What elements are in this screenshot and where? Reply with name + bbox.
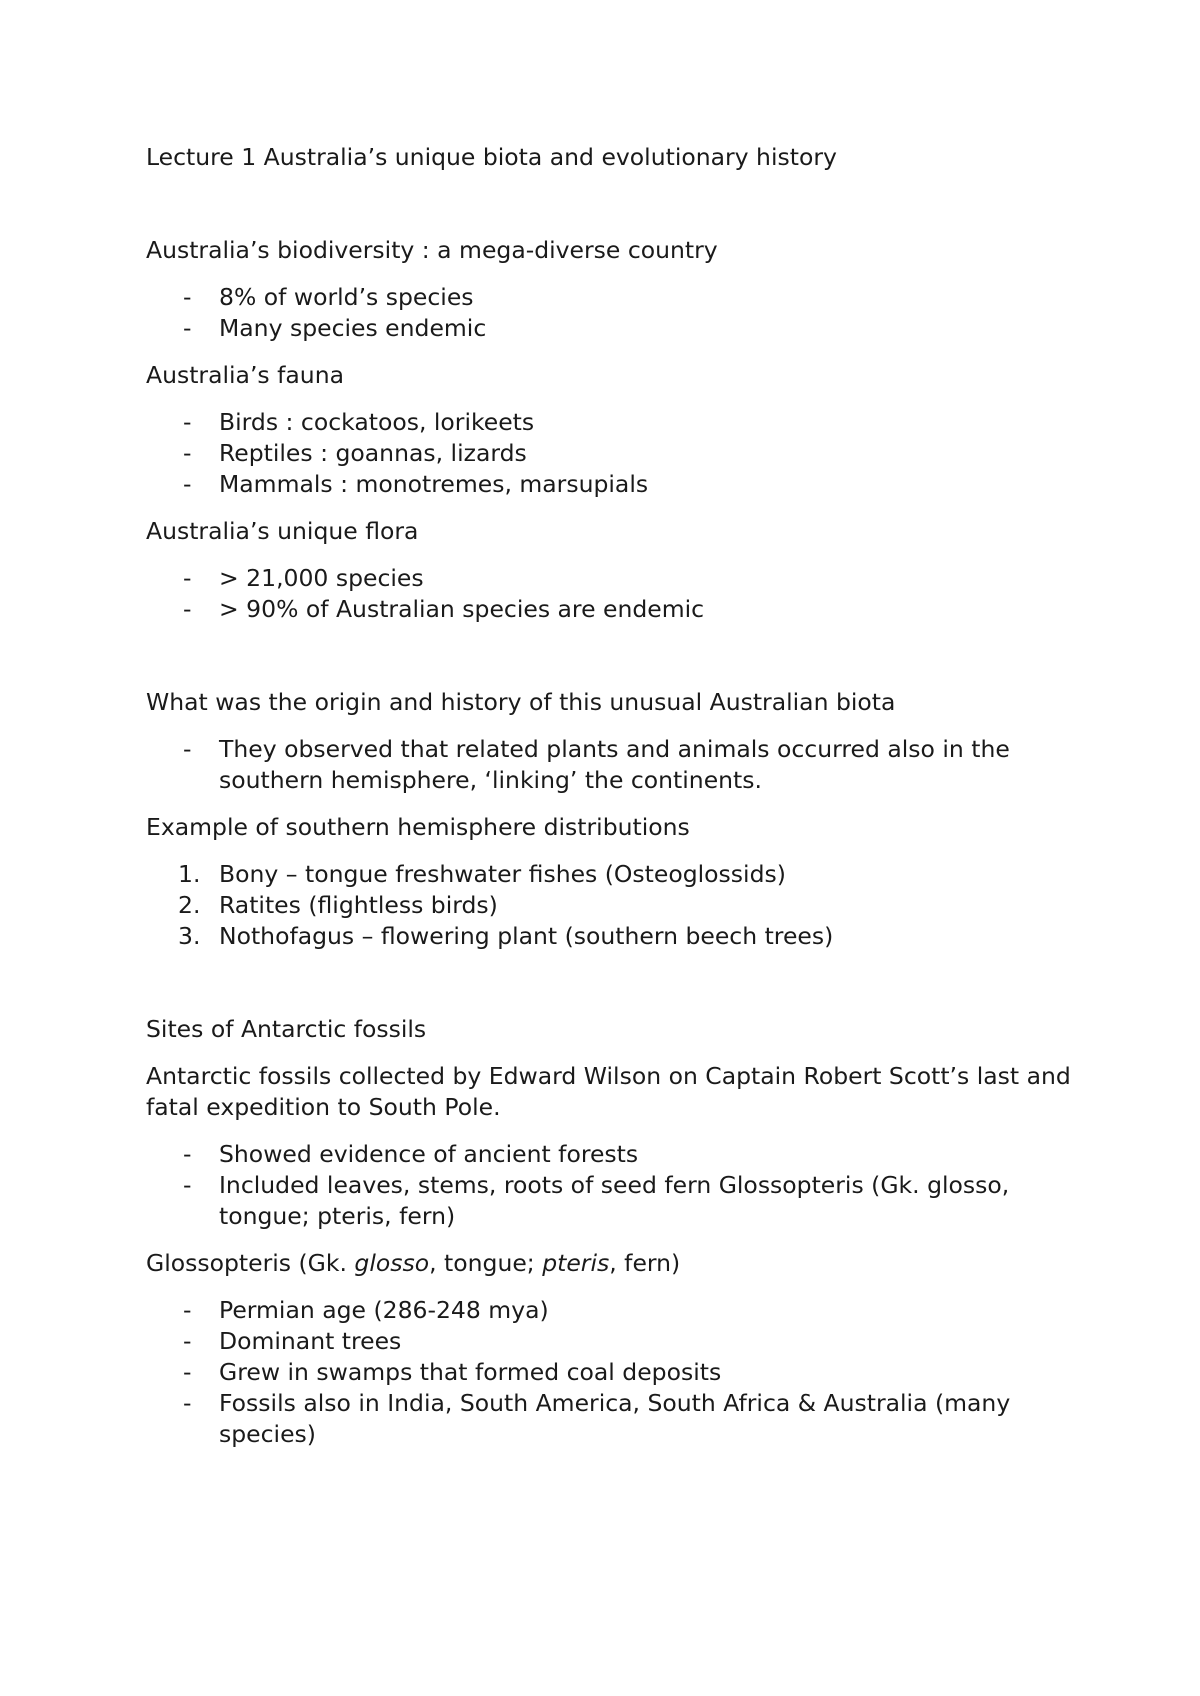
dash-marker: - <box>183 1389 192 1417</box>
list-item: 3. Nothofagus – flowering plant (southern beech trees) <box>178 922 834 950</box>
dash-marker: - <box>183 1171 192 1199</box>
list-item: - Showed evidence of ancient forests <box>183 1140 639 1168</box>
dash-marker: - <box>183 735 192 763</box>
list-item: 1. Bony – tongue freshwater fishes (Osteoglossids) <box>178 860 786 888</box>
dash-marker: - <box>183 1296 192 1324</box>
list-item: - Fossils also in India, South America, South Africa & Australia (many species) <box>183 1389 1011 1448</box>
section-heading-antarctic-sites: Sites of Antarctic fossils <box>146 1015 427 1043</box>
number-marker: 2. <box>178 891 201 919</box>
dash-marker: - <box>183 314 192 342</box>
document-page <box>146 142 1076 1450</box>
list-item: - Grew in swamps that formed coal deposits <box>183 1358 722 1386</box>
origin-list <box>146 734 1076 796</box>
dash-marker: - <box>183 595 192 623</box>
number-marker: 3. <box>178 922 201 950</box>
list-item: - Mammals : monotremes, marsupials <box>183 470 649 498</box>
glossopteris-list <box>146 1295 1076 1450</box>
antarctic-list <box>146 1139 1076 1232</box>
dash-marker: - <box>183 283 192 311</box>
distributions-list <box>146 859 1076 952</box>
dash-marker: - <box>183 470 192 498</box>
document-title: Lecture 1 Australia’s unique biota and evolutionary history <box>146 143 837 171</box>
list-item: - They observed that related plants and animals occurred also in the southern hemisphere, ‘linking’ the continents. <box>183 735 1010 794</box>
list-item: - > 90% of Australian species are endemic <box>183 595 705 623</box>
section-heading-flora: Australia’s unique flora <box>146 517 419 545</box>
dash-marker: - <box>183 564 192 592</box>
antarctic-paragraph: Antarctic fossils collected by Edward Wilson on Captain Robert Scott’s last and fatal expedition to South Pole. <box>146 1062 1071 1121</box>
list-item: - Permian age (286-248 mya) <box>183 1296 549 1324</box>
section-heading-origin: What was the origin and history of this unusual Australian biota <box>146 688 896 716</box>
dash-marker: - <box>183 408 192 436</box>
flora-list <box>146 563 1076 625</box>
list-item: - Dominant trees <box>183 1327 402 1355</box>
fauna-list <box>146 407 1076 500</box>
section-heading-distributions: Example of southern hemisphere distributions <box>146 813 690 841</box>
list-item: - Reptiles : goannas, lizards <box>183 439 527 467</box>
list-item: - Birds : cockatoos, lorikeets <box>183 408 535 436</box>
list-item: - 8% of world’s species <box>183 283 474 311</box>
dash-marker: - <box>183 1327 192 1355</box>
section-heading-fauna: Australia’s fauna <box>146 361 344 389</box>
list-item: - > 21,000 species <box>183 564 424 592</box>
dash-marker: - <box>183 439 192 467</box>
section-heading-biodiversity: Australia’s biodiversity : a mega-diverse country <box>146 236 718 264</box>
list-item: - Included leaves, stems, roots of seed fern Glossopteris (Gk. glosso, tongue; pteris, fern) <box>183 1171 1010 1230</box>
list-item: 2. Ratites (flightless birds) <box>178 891 498 919</box>
dash-marker: - <box>183 1140 192 1168</box>
list-item: - Many species endemic <box>183 314 487 342</box>
number-marker: 1. <box>178 860 201 888</box>
section-heading-glossopteris: Glossopteris (Gk. glosso, tongue; pteris, fern) <box>146 1249 681 1277</box>
dash-marker: - <box>183 1358 192 1386</box>
biodiversity-list <box>146 282 1076 344</box>
